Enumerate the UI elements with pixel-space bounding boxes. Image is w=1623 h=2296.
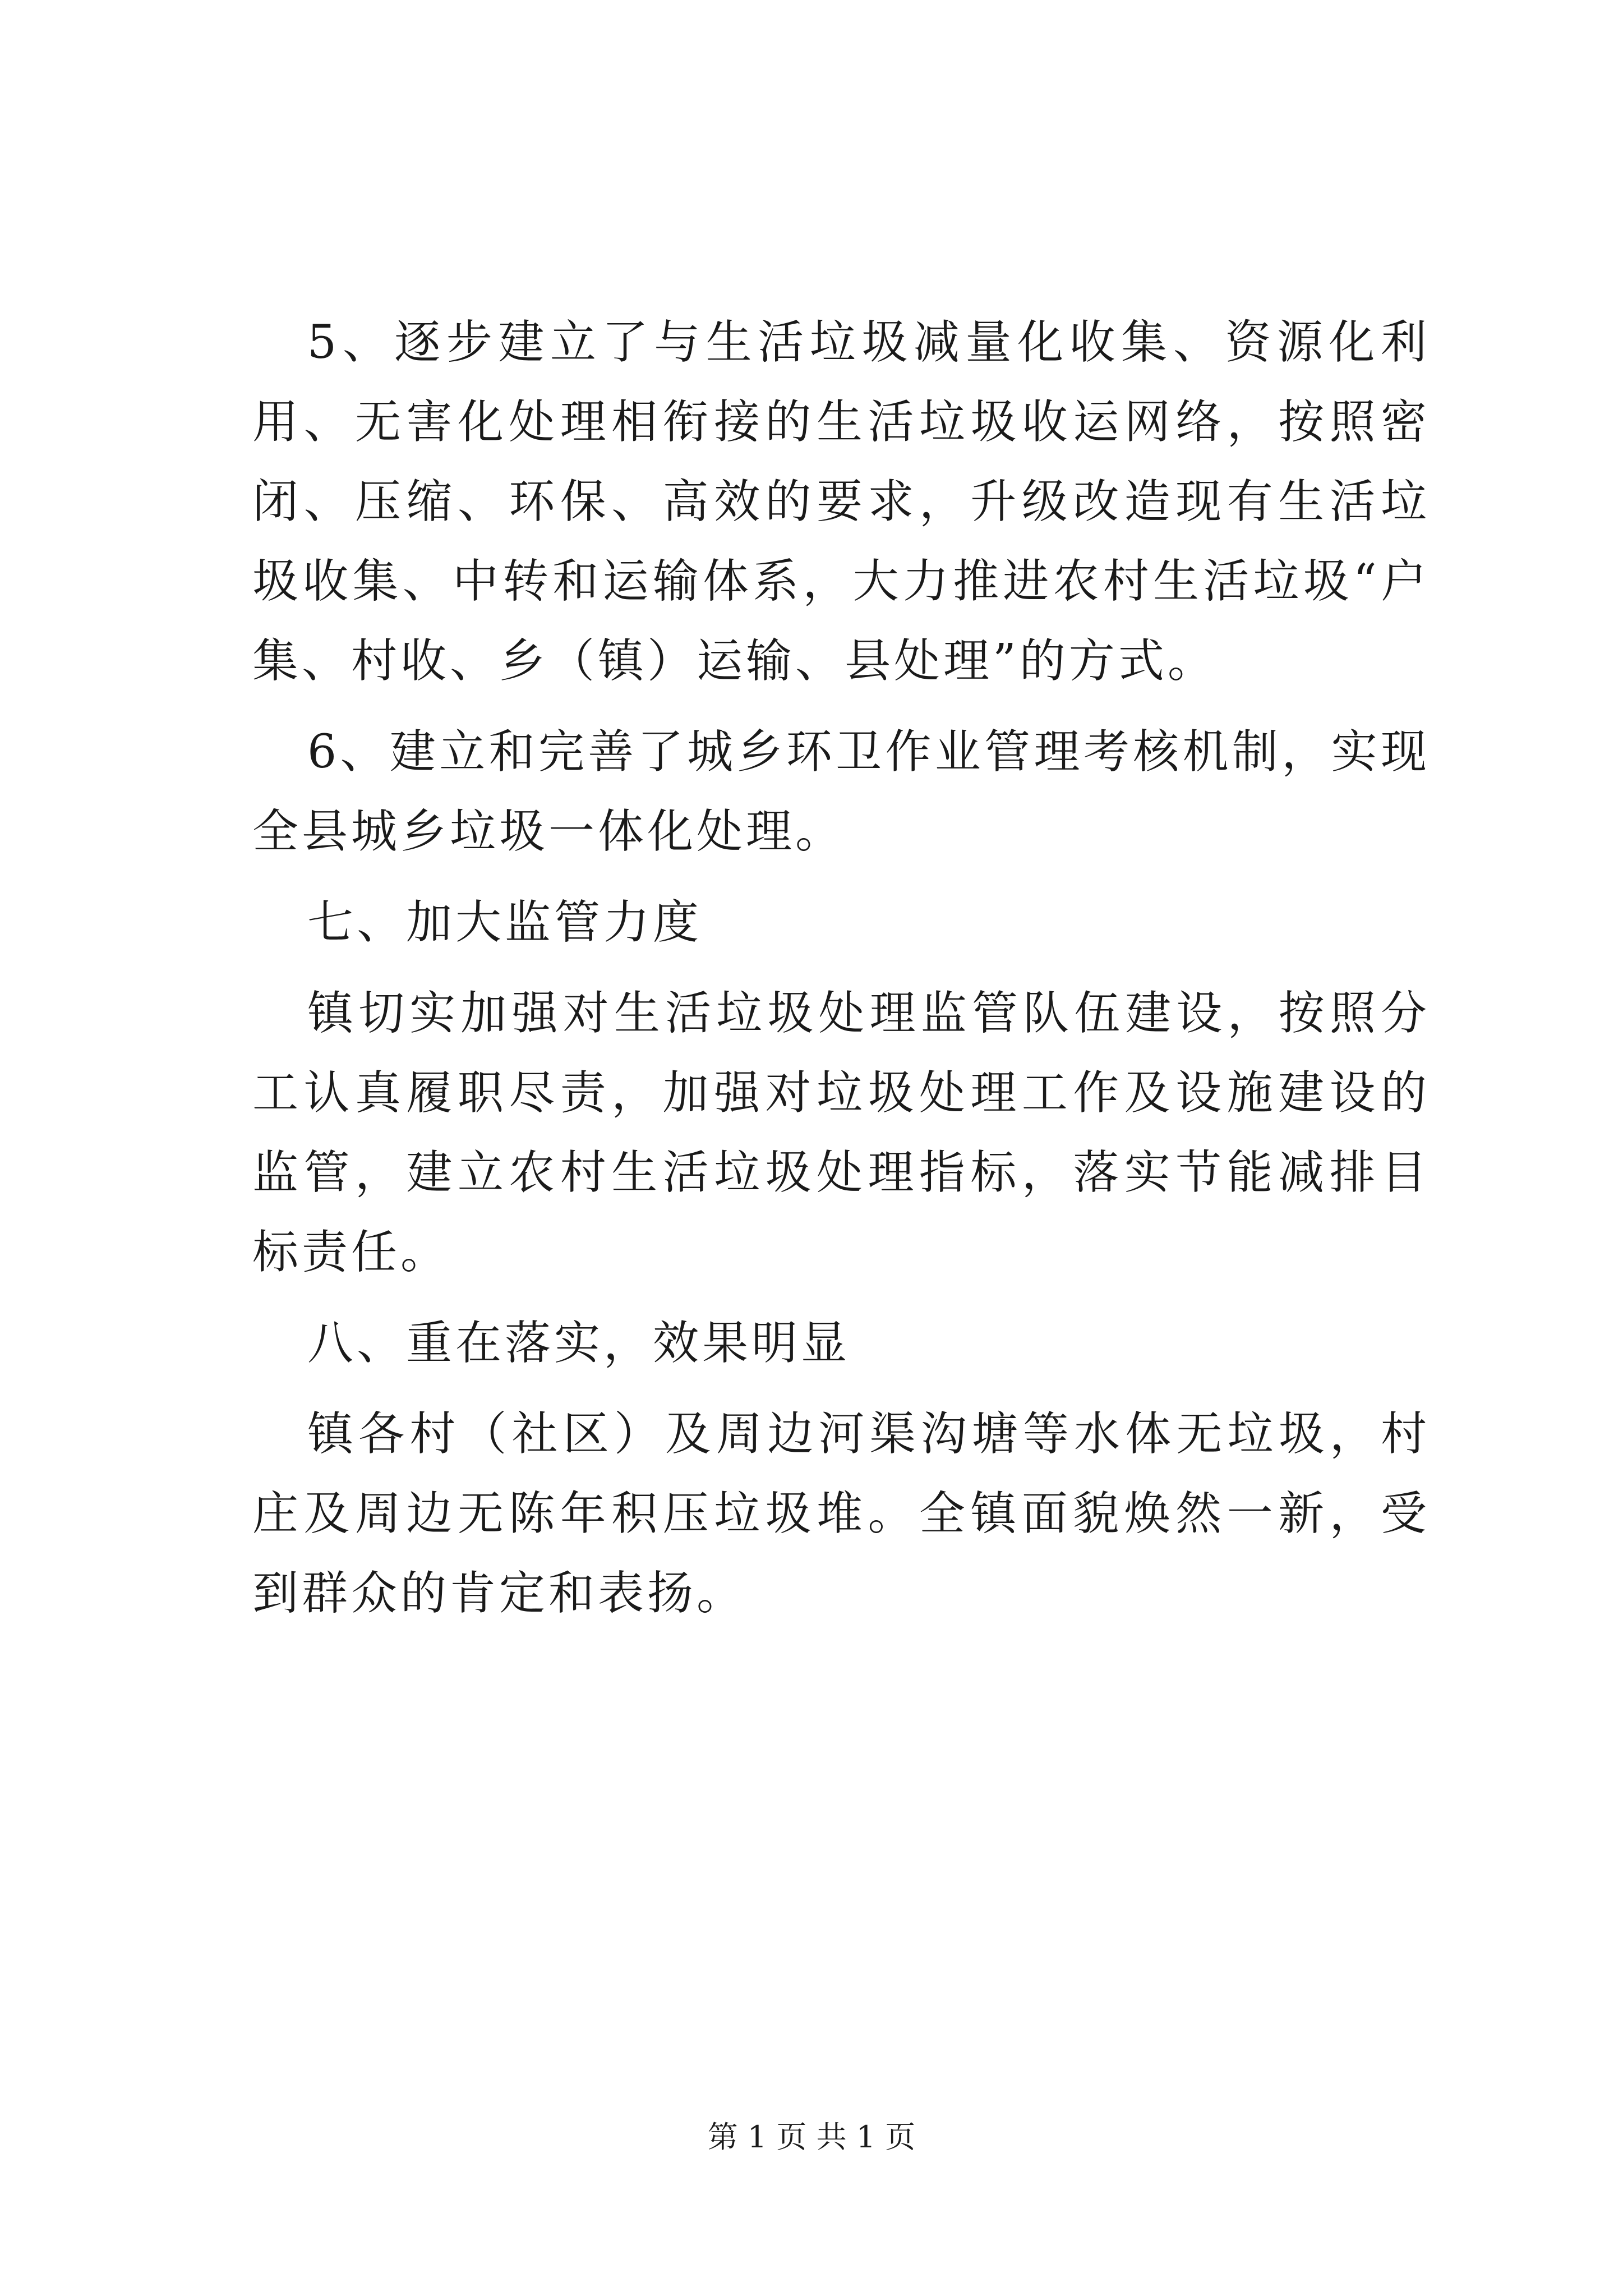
paragraph-results: 镇各村（社区）及周边河渠沟塘等水体无垃圾，村庄及周边无陈年积压垃圾堆。全镇面貌焕然一新，受到群众的肯定和表扬。 xyxy=(252,1407,1430,1620)
section-heading-7: 七、加大监管力度 xyxy=(307,896,703,949)
paragraph-item-5: 5、逐步建立了与生活垃圾减量化收集、资源化利用、无害化处理相衔接的生活垃圾收运网络，按照密闭、压缩、环保、高效的要求，升级改造现有生活垃圾收集、中转和运输体系，大力推进农村生活垃圾“户集、村收、乡（镇）运输、县处理”的方式。 xyxy=(252,316,1430,688)
paragraph-supervision: 镇切实加强对生活垃圾处理监管队伍建设，按照分工认真履职尽责，加强对垃圾处理工作及设施建设的监管，建立农村生活垃圾处理指标，落实节能减排目标责任。 xyxy=(252,987,1430,1279)
section-heading-8: 八、重在落实，效果明显 xyxy=(307,1317,851,1370)
paragraph-item-6: 6、建立和完善了城乡环卫作业管理考核机制，实现全县城乡垃圾一体化处理。 xyxy=(252,725,1430,858)
document-body xyxy=(252,303,1430,1645)
page-footer: 第 1 页 共 1 页 xyxy=(707,2119,916,2155)
